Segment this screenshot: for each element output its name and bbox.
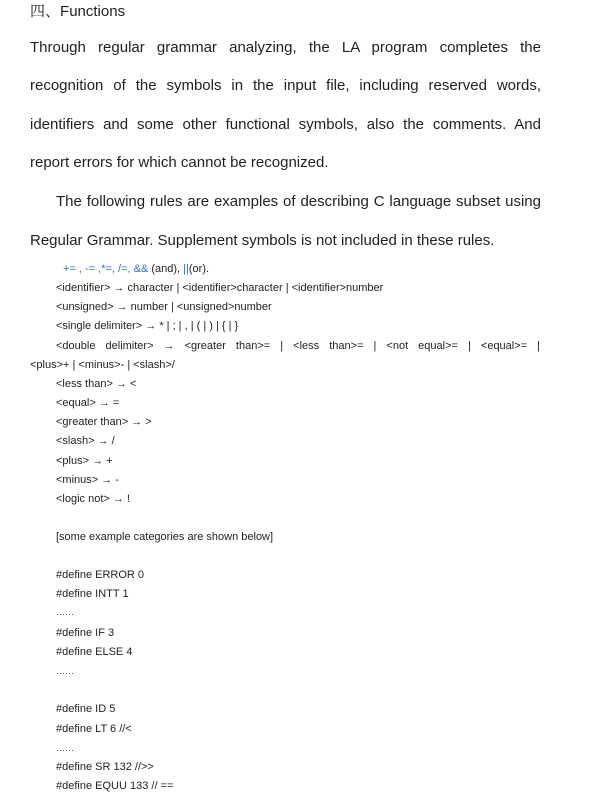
section-title: Functions [60, 3, 126, 20]
rule-minus: <minus> → - [56, 474, 119, 486]
define-intt: #define INTT 1 [56, 588, 129, 600]
operators-black-2: (or). [188, 263, 210, 275]
rule-double-delimiter-line-1: <double delimiter> → <greater than>= | <less than>= | <not equal>= | <equal>= | [56, 340, 540, 352]
define-if: #define IF 3 [56, 627, 115, 639]
define-equu: #define EQUU 133 // == [56, 780, 174, 792]
define-error: #define ERROR 0 [56, 569, 145, 581]
paragraph-1-line-1: Through regular grammar analyzing, the LA program completes the [30, 39, 541, 56]
paragraph-1-line-4: report errors for which cannot be recognized. [30, 154, 329, 171]
rule-slash: <slash> → / [56, 435, 115, 447]
ellipsis-1: …… [56, 607, 74, 617]
rule-identifier: <identifier> → character | <identifier>character | <identifier>number [56, 282, 384, 294]
rule-double-delimiter-line-2: <plus>+ | <minus>- | <slash>/ [30, 359, 175, 371]
define-sr: #define SR 132 //>> [56, 761, 154, 773]
operators-line [63, 261, 209, 277]
rule-logic-not: <logic not> → ! [56, 493, 130, 505]
section-numeral: 四 [30, 2, 46, 20]
rule-less-than: <less than> → < [56, 378, 137, 390]
operators-blue-2: || [183, 263, 189, 275]
rule-greater-than: <greater than> → > [56, 416, 152, 428]
define-lt: #define LT 6 //< [56, 723, 132, 735]
paragraph-1-line-2: recognition of the symbols in the input file, including reserved words, [30, 77, 541, 94]
ellipsis-3: …… [56, 743, 74, 753]
section-separator: 、 [45, 2, 61, 20]
categories-note: [some example categories are shown below] [56, 531, 274, 543]
rule-unsigned: <unsigned> → number | <unsigned>number [56, 301, 272, 313]
operators-black-1: (and), [148, 263, 184, 275]
ellipsis-2: …… [56, 666, 74, 676]
paragraph-1-line-3: identifiers and some other functional symbols, also the comments. And [30, 116, 541, 133]
rule-plus: <plus> → + [56, 455, 113, 467]
define-id: #define ID 5 [56, 703, 116, 715]
operators-blue-1: += , -= ,*=, /=, && [63, 263, 149, 275]
section-heading [30, 1, 125, 22]
paragraph-2-line-1: The following rules are examples of describing C language subset using [56, 193, 541, 210]
rule-single-delimiter: <single delimiter> → * | ; | , | ( | ) | { | } [56, 320, 239, 332]
rule-equal: <equal> → = [56, 397, 120, 409]
paragraph-2-line-2: Regular Grammar. Supplement symbols is not included in these rules. [30, 232, 495, 249]
define-else: #define ELSE 4 [56, 646, 133, 658]
